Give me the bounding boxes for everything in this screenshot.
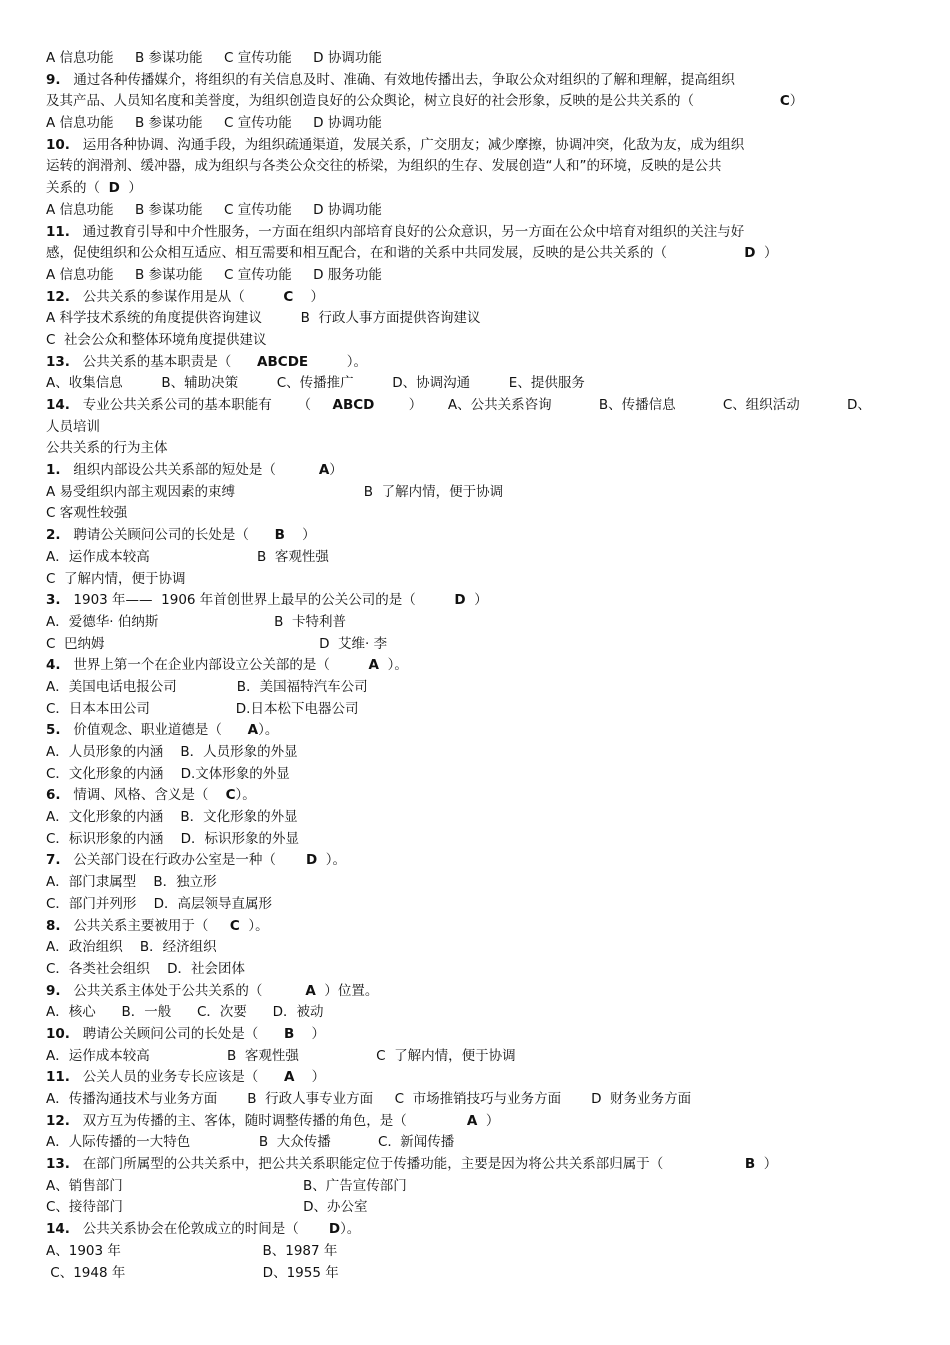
question-line: [46, 222, 916, 244]
answer-key: D: [305, 852, 318, 869]
line-tail: ）。: [308, 353, 367, 370]
line-text: 人员培训: [46, 418, 100, 435]
question-line: [46, 1024, 916, 1046]
question-line: [46, 1219, 916, 1241]
answer-key: C: [283, 288, 294, 305]
line-tail: ）。: [340, 1221, 361, 1238]
line-tail: ）: [284, 527, 316, 544]
answer-key: A: [247, 722, 259, 739]
answer-key: B: [744, 1156, 756, 1173]
line-text: C 巴纳姆 D 艾维· 李: [46, 635, 388, 652]
line-text: A 易受组织内部主观因素的束缚 B 了解内情，便于协调: [46, 483, 504, 500]
line-text: 公共关系的参谋作用是从（: [69, 288, 284, 305]
text-line: [46, 91, 916, 113]
answer-key: D: [108, 180, 120, 197]
question-line: [46, 655, 916, 677]
line-text: C 社会公众和整体环境角度提供建议: [46, 331, 267, 348]
question-number: 12.: [46, 288, 70, 305]
answer-key: B: [284, 1025, 295, 1042]
line-text: 公共关系主要被用于（: [60, 917, 230, 934]
text-line: [46, 417, 916, 439]
text-line: [46, 1132, 916, 1154]
text-line: [46, 612, 916, 634]
line-text: C、接待部门 D、办公室: [46, 1199, 368, 1216]
answer-key: C: [779, 93, 790, 110]
line-text: A、1903 年 B、1987 年: [46, 1242, 338, 1259]
text-line: [46, 113, 916, 135]
line-text: A．传播沟通技术与业务方面 B 行政人事专业方面 C 市场推销技巧与业务方面 D 财务业务方面: [46, 1091, 692, 1107]
question-line: [46, 981, 916, 1003]
text-line: [46, 872, 916, 894]
text-line: [46, 1263, 916, 1285]
line-text: A、销售部门 B、广告宣传部门: [46, 1177, 407, 1194]
question-line: [46, 352, 916, 374]
text-line: [46, 959, 916, 981]
question-line: [46, 135, 916, 157]
line-tail: ）: [755, 245, 778, 262]
line-text: A 信息功能 B 参谋功能 C 宣传功能 D 服务功能: [46, 266, 382, 283]
line-text: 公共关系的基本职责是（: [69, 353, 258, 370]
answer-key: ABCDE: [257, 353, 309, 370]
question-number: 5.: [46, 722, 61, 739]
question-line: [46, 460, 916, 482]
line-text: A．部门隶属型 B．独立形: [46, 874, 217, 891]
question-line: [46, 785, 916, 807]
line-tail: ）: [294, 1069, 326, 1086]
answer-key: A: [284, 1069, 295, 1086]
question-line: [46, 850, 916, 872]
line-tail: ）位置。: [315, 982, 379, 999]
question-line: [46, 1111, 916, 1133]
line-text: 聘请公关顾问公司的长处是（: [60, 527, 275, 544]
text-line: [46, 742, 916, 764]
question-number: 12.: [46, 1112, 70, 1129]
line-text: C．部门并列形 D．高层领导直属形: [46, 895, 272, 912]
line-text: A．文化形象的内涵 B．文化形象的外显: [46, 809, 298, 826]
line-text: A．爱德华· 伯纳斯 B 卡特利普: [46, 613, 347, 630]
text-line: [46, 699, 916, 721]
question-line: [46, 1154, 916, 1176]
line-text: 公共关系主体处于公共关系的（: [60, 982, 306, 999]
line-text: 及其产品、人员知名度和美誉度，为组织创造良好的公众舆论，树立良好的社会形象，反映的是公共关系的（: [46, 93, 780, 110]
line-text: 通过教育引导和中介性服务，一方面在组织内部培育良好的公众意识，另一方面在公众中培育对组织的关注与好: [69, 223, 745, 240]
question-number: 13.: [46, 353, 70, 370]
text-line: [46, 829, 916, 851]
line-tail: ）: [789, 93, 804, 110]
answer-key: A: [368, 657, 379, 674]
question-line: [46, 720, 916, 742]
line-text: A．运作成本较高 B 客观性强 C 了解内情，便于协调: [46, 1047, 516, 1064]
line-text: 世界上第一个在企业内部设立公关部的是（: [60, 657, 369, 674]
text-line: [46, 308, 916, 330]
line-text: A．政治组织 B．经济组织: [46, 939, 217, 956]
line-text: C、1948 年 D、1955 年: [46, 1264, 339, 1281]
question-line: [46, 70, 916, 92]
text-line: [46, 330, 916, 352]
text-line: [46, 243, 916, 265]
line-tail: ）: [465, 592, 488, 609]
text-line: [46, 547, 916, 569]
line-text: 组织内部设公共关系部的短处是（: [60, 462, 319, 479]
line-text: C 客观性较强: [46, 505, 128, 522]
text-line: [46, 807, 916, 829]
line-text: C．标识形象的内涵 D．标识形象的外显: [46, 830, 299, 847]
text-line: [46, 1176, 916, 1198]
line-text: 公共关系的行为主体: [46, 440, 168, 457]
line-text: 价值观念、职业道德是（: [60, 722, 248, 739]
question-number: 2.: [46, 527, 61, 544]
question-line: [46, 916, 916, 938]
line-text: 专业公共关系公司的基本职能有 （: [69, 397, 333, 413]
question-number: 10.: [46, 1025, 70, 1042]
answer-key: C: [229, 917, 240, 934]
line-tail: ）。: [378, 657, 408, 674]
line-text: 运转的润滑剂、缓冲器，成为组织与各类公众交往的桥梁，为组织的生存、发展创造“人和”的环境，反映的是公共: [46, 158, 722, 175]
text-line: [46, 1241, 916, 1263]
text-line: [46, 1197, 916, 1219]
question-number: 10.: [46, 136, 70, 153]
line-text: 通过各种传播媒介，将组织的有关信息及时、准确、有效地传播出去，争取公众对组织的了解和理解，提高组织: [60, 71, 735, 88]
line-tail: ）。: [317, 852, 347, 869]
question-line: [46, 525, 916, 547]
question-line: [46, 1067, 916, 1089]
answer-key: B: [274, 527, 285, 544]
question-number: 13.: [46, 1156, 70, 1173]
line-tail: ）: [294, 1025, 326, 1042]
text-line: [46, 634, 916, 656]
question-number: 9.: [46, 71, 61, 88]
text-line: [46, 178, 916, 200]
text-line: [46, 677, 916, 699]
line-text: C．文化形象的内涵 D.文体形象的外显: [46, 765, 290, 782]
line-tail: ）。: [258, 722, 279, 739]
line-tail: ） A、公共关系咨询 B、传播信息 C、组织活动 D、: [374, 397, 871, 413]
answer-key: D: [454, 592, 466, 609]
line-text: A 信息功能 B 参谋功能 C 宣传功能 D 协调功能: [46, 50, 382, 66]
question-number: 14.: [46, 397, 70, 413]
line-text: 公共关系协会在伦敦成立的时间是（: [69, 1221, 329, 1238]
question-line: [46, 395, 916, 417]
line-text: A．运作成本较高 B 客观性强: [46, 548, 329, 565]
text-line: [46, 438, 916, 460]
line-text: A、收集信息 B、辅助决策 C、传播推广 D、协调沟通 E、提供服务: [46, 375, 585, 392]
text-line: [46, 503, 916, 525]
line-text: A 信息功能 B 参谋功能 C 宣传功能 D 协调功能: [46, 115, 382, 132]
line-tail: ）: [119, 180, 142, 197]
question-line: [46, 590, 916, 612]
question-number: 3.: [46, 592, 61, 609]
line-text: 关系的（: [46, 180, 109, 197]
line-text: 公关部门设在行政办公室是一种（: [60, 852, 306, 869]
text-line: [46, 569, 916, 591]
question-number: 7.: [46, 852, 61, 869]
line-tail: ）。: [235, 787, 256, 804]
line-text: A．人员形象的内涵 B．人员形象的外显: [46, 744, 298, 760]
text-line: [46, 200, 916, 222]
question-number: 14.: [46, 1221, 70, 1238]
line-text: A．美国电话电报公司 B．美国福特汽车公司: [46, 678, 368, 695]
text-line: [46, 937, 916, 959]
text-line: [46, 1089, 916, 1111]
answer-key: D: [328, 1221, 341, 1238]
line-tail: ）: [755, 1156, 778, 1173]
text-line: [46, 894, 916, 916]
line-text: 公关人员的业务专长应该是（: [69, 1069, 285, 1086]
line-text: 聘请公关顾问公司的长处是（: [69, 1025, 285, 1042]
text-line: [46, 482, 916, 504]
line-text: 感，促使组织和公众相互适应、相互需要和相互配合，在和谐的关系中共同发展，反映的是公共关系的（: [46, 245, 745, 262]
question-number: 1.: [46, 462, 61, 479]
text-line: [46, 265, 916, 287]
text-line: [46, 48, 916, 70]
line-tail: ）: [329, 462, 343, 479]
document-body: [46, 48, 916, 1284]
question-number: 6.: [46, 787, 61, 804]
line-text: 情调、风格、含义是（: [60, 787, 226, 804]
line-tail: ）。: [239, 917, 269, 934]
line-text: A 科学技术系统的角度提供咨询建议 B 行政人事方面提供咨询建议: [46, 310, 481, 327]
question-number: 4.: [46, 657, 61, 674]
question-number: 8.: [46, 917, 61, 934]
answer-key: D: [744, 245, 756, 262]
answer-key: C: [225, 787, 236, 804]
line-text: C．日本本田公司 D.日本松下电器公司: [46, 700, 359, 717]
answer-key: A: [305, 982, 316, 999]
answer-key: ABCD: [332, 397, 375, 413]
text-line: [46, 1002, 916, 1024]
text-line: [46, 156, 916, 178]
line-text: 在部门所属型的公共关系中，把公共关系职能定位于传播功能，主要是因为将公共关系部归属于（: [69, 1156, 745, 1173]
line-text: C 了解内情，便于协调: [46, 570, 186, 587]
line-text: A．人际传播的一大特色 B 大众传播 C. 新闻传播: [46, 1134, 455, 1151]
text-line: [46, 764, 916, 786]
line-tail: ）: [477, 1112, 500, 1129]
question-number: 11.: [46, 223, 70, 240]
answer-key: A: [318, 462, 330, 479]
line-text: 运用各种协调、沟通手段，为组织疏通渠道，发展关系，广交朋友；减少摩擦，协调冲突，化敌为友，成为组织: [69, 136, 745, 153]
line-text: C．各类社会组织 D．社会团体: [46, 960, 245, 977]
text-line: [46, 373, 916, 395]
answer-key: A: [466, 1112, 478, 1129]
line-text: 1903 年—— 1906 年首创世界上最早的公关公司的是（: [60, 592, 455, 609]
question-number: 11.: [46, 1069, 70, 1086]
line-tail: ）: [293, 288, 325, 305]
text-line: [46, 1046, 916, 1068]
question-line: [46, 287, 916, 309]
line-text: 双方互为传播的主、客体，随时调整传播的角色，是（: [69, 1112, 467, 1129]
line-text: A 信息功能 B 参谋功能 C 宣传功能 D 协调功能: [46, 201, 382, 218]
question-number: 9.: [46, 982, 61, 999]
line-text: A．核心 B．一般 C．次要 D．被动: [46, 1004, 324, 1021]
